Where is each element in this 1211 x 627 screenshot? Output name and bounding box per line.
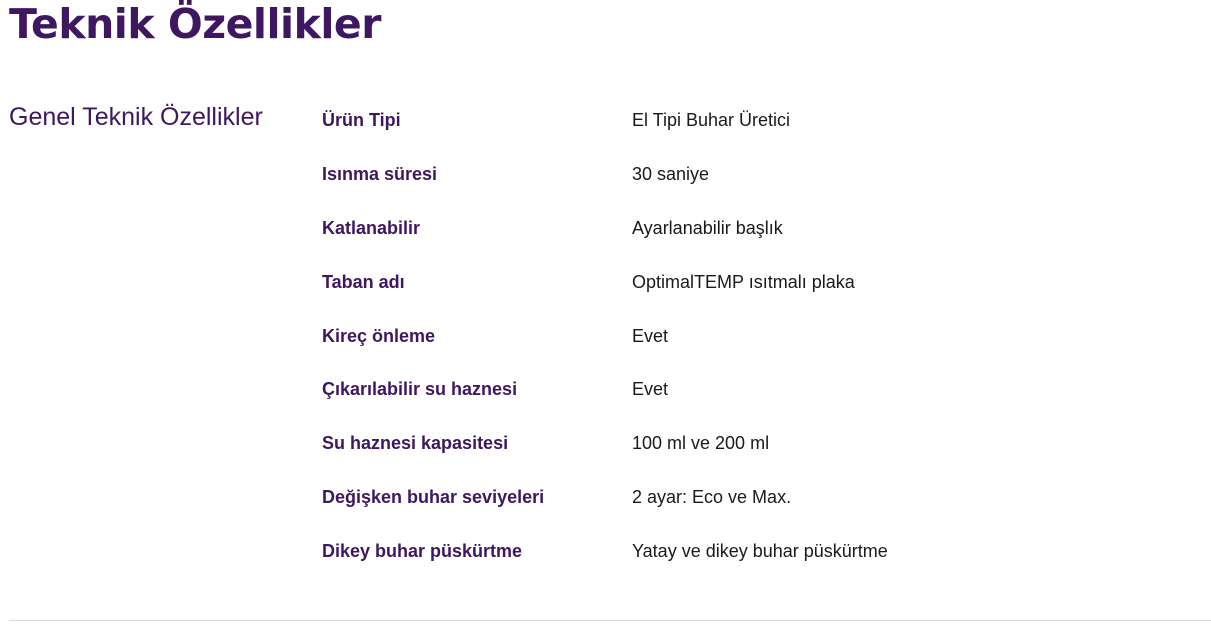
spec-row-anticalc bbox=[322, 309, 1182, 363]
spec-value: OptimalTEMP ısıtmalı plaka bbox=[632, 271, 855, 292]
spec-label: Kireç önleme bbox=[322, 325, 436, 346]
section-title: Genel Teknik Özellikler bbox=[9, 103, 263, 131]
section-divider bbox=[9, 620, 1211, 621]
spec-row-product-type bbox=[322, 94, 1182, 148]
spec-value: 100 ml ve 200 ml bbox=[632, 433, 770, 454]
spec-label: Isınma süresi bbox=[322, 164, 438, 185]
spec-label: Katlanabilir bbox=[322, 217, 421, 238]
spec-value: 30 saniye bbox=[632, 164, 710, 185]
spec-label: Ürün Tipi bbox=[322, 110, 401, 131]
spec-row-foldable bbox=[322, 202, 1182, 256]
spec-row-heatup-time bbox=[322, 148, 1182, 202]
spec-value: Yatay ve dikey buhar püskürtme bbox=[632, 540, 888, 561]
spec-label: Su haznesi kapasitesi bbox=[322, 433, 509, 454]
spec-value: Evet bbox=[632, 325, 669, 346]
spec-row-steam-levels bbox=[322, 471, 1182, 525]
page-title: Teknik Özellikler bbox=[9, 0, 381, 48]
spec-row-removable-tank bbox=[322, 363, 1182, 417]
spec-label: Dikey buhar püskürtme bbox=[322, 540, 523, 561]
spec-label: Değişken buhar seviyeleri bbox=[322, 486, 545, 507]
spec-label: Taban adı bbox=[322, 271, 405, 292]
spec-label: Çıkarılabilir su haznesi bbox=[322, 379, 518, 400]
spec-value: 2 ayar: Eco ve Max. bbox=[632, 486, 792, 507]
spec-row-tank-capacity bbox=[322, 417, 1182, 471]
spec-table bbox=[322, 94, 1182, 578]
spec-row-soleplate bbox=[322, 255, 1182, 309]
spec-value: El Tipi Buhar Üretici bbox=[632, 110, 791, 131]
spec-value: Ayarlanabilir başlık bbox=[632, 217, 783, 238]
spec-row-vertical-steam bbox=[322, 524, 1182, 578]
spec-value: Evet bbox=[632, 379, 669, 400]
